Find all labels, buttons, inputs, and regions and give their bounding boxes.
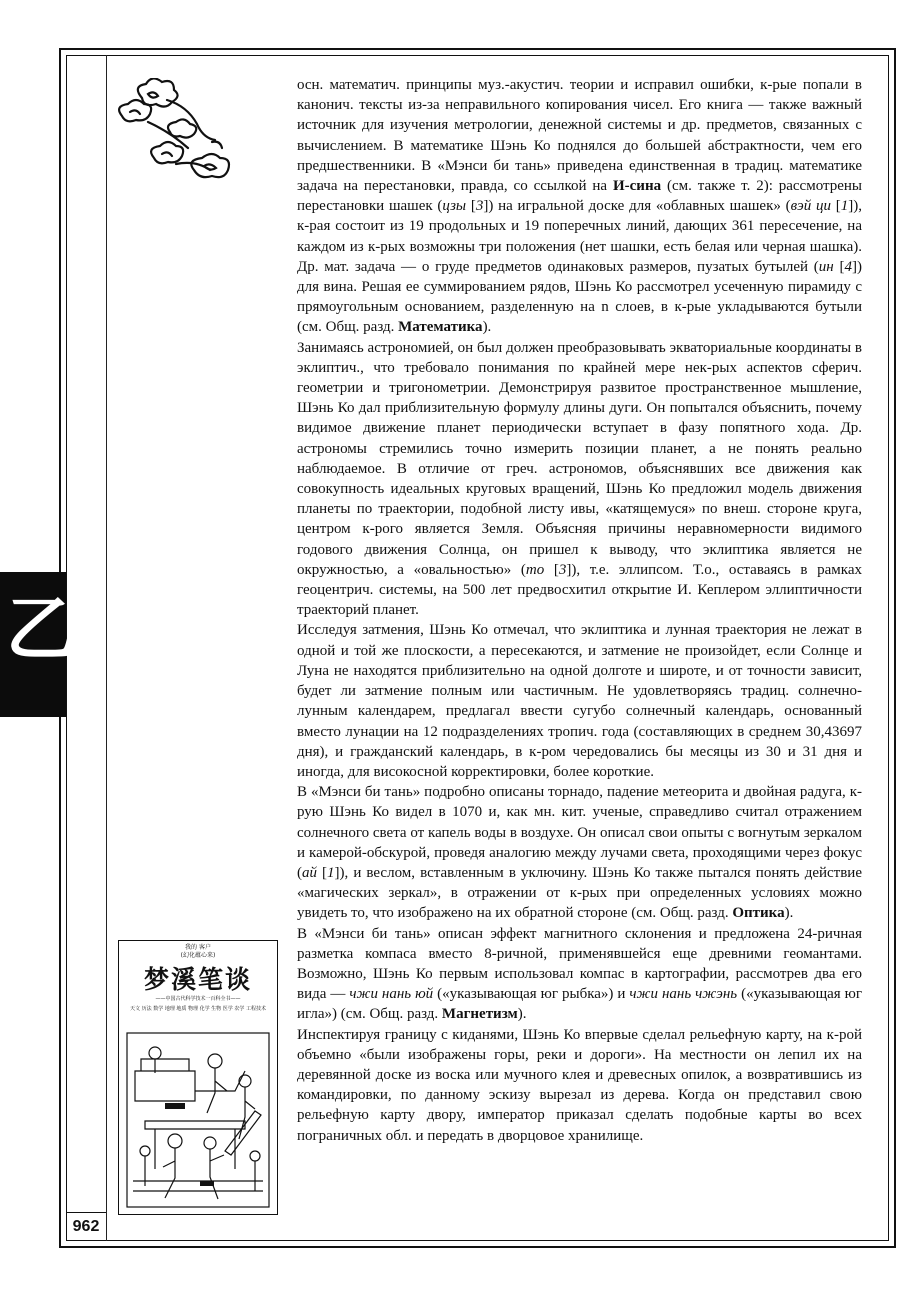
article-body xyxy=(297,75,862,1146)
italic-term: 4 xyxy=(844,258,853,275)
italic-term: ай xyxy=(302,864,317,881)
cover-subtitle-2: 天文 历法 数学 地理 地质 物理 化学 生物 医学 农学 工程技术 xyxy=(130,1006,266,1012)
text-run: (см. также т. 2): рассмотрены перестановки шашек ( xyxy=(297,178,863,215)
italic-term: 1 xyxy=(327,864,335,881)
text-run: («указывающая юг рыбка») и xyxy=(433,986,630,1003)
body-paragraph xyxy=(297,924,862,1025)
margin-rule xyxy=(106,55,107,1241)
page-number: 962 xyxy=(66,1212,106,1241)
section-thumb-tab xyxy=(0,572,76,717)
italic-term: 3 xyxy=(558,561,567,578)
italic-term: 3 xyxy=(475,198,484,215)
text-run: [ xyxy=(833,258,845,275)
text-run: [ xyxy=(466,198,476,215)
italic-term: чжи нань чжэнь xyxy=(629,986,738,1003)
text-run: Инспектируя границу с киданями, Шэнь Ко впервые сделал рельефную карту, на к-рой объемно «были изображены горы, реки и дороги». На местности он лепил их на деревянной доске из воска или мучного клея и древесных опилок, а возвратившись из командировки, по данному эскизу вырезал из дерева. Когда он представил свою рельефную карту двору, император приказал сделать подобные карты во всех пограничных обл. и передать в дворцовое хранилище. xyxy=(297,1026,862,1144)
body-paragraph xyxy=(297,782,862,923)
book-cover-image xyxy=(118,940,278,1215)
italic-term: ин xyxy=(818,258,834,275)
italic-term: вэй ци xyxy=(790,198,831,215)
text-run: ). xyxy=(517,1006,527,1023)
body-paragraph xyxy=(297,75,862,338)
text-run: («указывающая юг игла») (см. Общ. разд. xyxy=(297,986,863,1023)
italic-term: то xyxy=(525,561,545,578)
bold-term: Математика xyxy=(398,319,483,336)
text-run: ]), к-рая состоит из 19 продольных и 19 поперечных линий, дающих 361 пересечение, на каждом из к-рых возможны три положения (нет шашки, есть белая или черная шашка). Др. мат. задача — о груде предметов одинаковых размеров, пузатых бутылей ( xyxy=(297,198,862,275)
text-run: В «Мэнси би тань» описан эффект магнитного склонения и предложена 24-ричная разметка компаса вместо 8-ричной, применявшейся еще древними геомантами. Возможно, Шэнь Ко первым использовал компас в картографии, рассмотрев два его вида — xyxy=(297,925,862,1003)
text-run: ). xyxy=(784,905,794,922)
cover-header-line-1: 我的 客户 xyxy=(185,944,211,951)
text-run: ]) на игральной доске для «облавных шашек» ( xyxy=(483,198,791,215)
text-run: В «Мэнси би тань» подробно описаны торнадо, падение метеорита и двойная радуга, к-рую Шэнь Ко видел в 1070 и, как мн. кит. ученые, справедливо считал отражением солнечного света от капель воды в воздухе. Он описал свои опыты с вогнутым зеркалом и камерой-обскурой, проведя аналогию между лучами света, проходящими через фокус ( xyxy=(297,784,862,881)
bold-term: Оптика xyxy=(732,905,785,922)
section-tab-glyph: 乙 xyxy=(6,588,76,670)
italic-term: 1 xyxy=(840,198,849,215)
text-run: [ xyxy=(544,561,559,578)
cloud-ornament-icon xyxy=(112,78,242,198)
text-run: ). xyxy=(482,319,492,336)
bold-term: Магнетизм xyxy=(441,1006,518,1023)
text-run: ]) для вина. Решая ее суммированием рядов, Шэнь Ко рассмотрел усеченную пирамиду с прямоугольным основанием, разделенную на n слоев, в к-рые укладываются бутыли (см. Общ. разд. xyxy=(297,258,863,336)
cover-header-line-2: (幻化蕴心来) xyxy=(180,952,216,959)
cover-title: 梦溪笔谈 xyxy=(143,965,252,994)
text-run: [ xyxy=(317,864,328,881)
body-paragraph xyxy=(297,338,862,621)
body-paragraph xyxy=(297,1025,862,1146)
italic-term: цзы xyxy=(442,198,467,215)
text-run: Занимаясь астрономией, он был должен преобразовывать экваториальные координаты в эклиптич., что требовало понимания по крайней мере нек-рых аспектов сферич. геометрии и тригонометрии. Демонстрируя развитое пространственное мышление, Шэнь Ко дал приблизительную формулу длины дуги. Он попытался объяснить, почему видимое движение планет периодически вступает в фазу попятного хода. Др. астрономы стремились точно измерить позиции планет, а не понять реально наблюдаемое. В отличие от греч. астрономов, объяснявших все движения как совокупность идеальных круговых вращений, Шэнь Ко предложил модель движения планеты по траектории, подобной листу ивы, «катящемуся» по внеш. стороне круга, центром к-рого является Земля. Объясняя причины неравномерности видимого годового движения Солнца, он пришел к выводу, что эклиптика является не окружностью, а «овальностью» ( xyxy=(297,339,862,578)
text-run: Исследуя затмения, Шэнь Ко отмечал, что эклиптика и лунная траектория не лежат в одной и той же плоскости, а пересекаются, и затмение не произойдет, если Солнце и Луна не находятся приблизительно на одной долготе и широте, и от точности зависит, будет ли затмение полным или частичным. Не удовлетворяясь традиц. солнечно-лунным календарем, предлагал ввести сугубо солнечный календарь, основанный вместо лунации на 12 подразделениях тропич. года (составляющих в среднем 30,43697 дня), и гражданский календарь, в к-ром чередовались бы месяцы из 30 и 31 дня и иногда, для високосной корректировки, более короткие. xyxy=(297,622,862,780)
cover-illustration xyxy=(125,1031,271,1209)
cover-header xyxy=(119,941,277,965)
italic-term: чжи нань юй xyxy=(349,986,434,1003)
text-run: ]), и веслом, вставленным в уключину. Шэнь Ко также пытался понять действие «магических зеркал», в отражении от к-рых при определенных условиях можно увидеть то, что изображено на их обратной стороне (см. Общ. разд. xyxy=(297,864,862,922)
text-run: ]), т.е. эллипсом. Т.о., оставаясь в рамках геоцентрич. системы, на 500 лет предвосхитил открытие И. Кеплером эллиптичности траекторий планет. xyxy=(297,561,862,619)
body-paragraph xyxy=(297,620,862,782)
cover-subtitle-1: ——中国古代科学技术一百科全书—— xyxy=(155,996,241,1002)
text-run: осн. математич. принципы муз.-акустич. теории и исправил ошибки, к-рые попали в канонич. тексты из-за неправильного копирования чисел. Его книга — также важный источник для изучения метрологии, денежной системы и др. предметов, связанных с вычислением. В математике Шэнь Ко поднялся до большей абстрактности, чем его предшественники. В «Мэнси би тань» приведена единственная в традиц. математике задача на перестановки, правда, со ссылкой на xyxy=(297,77,862,195)
bold-term: И-сина xyxy=(612,178,662,195)
text-run: [ xyxy=(831,198,841,215)
